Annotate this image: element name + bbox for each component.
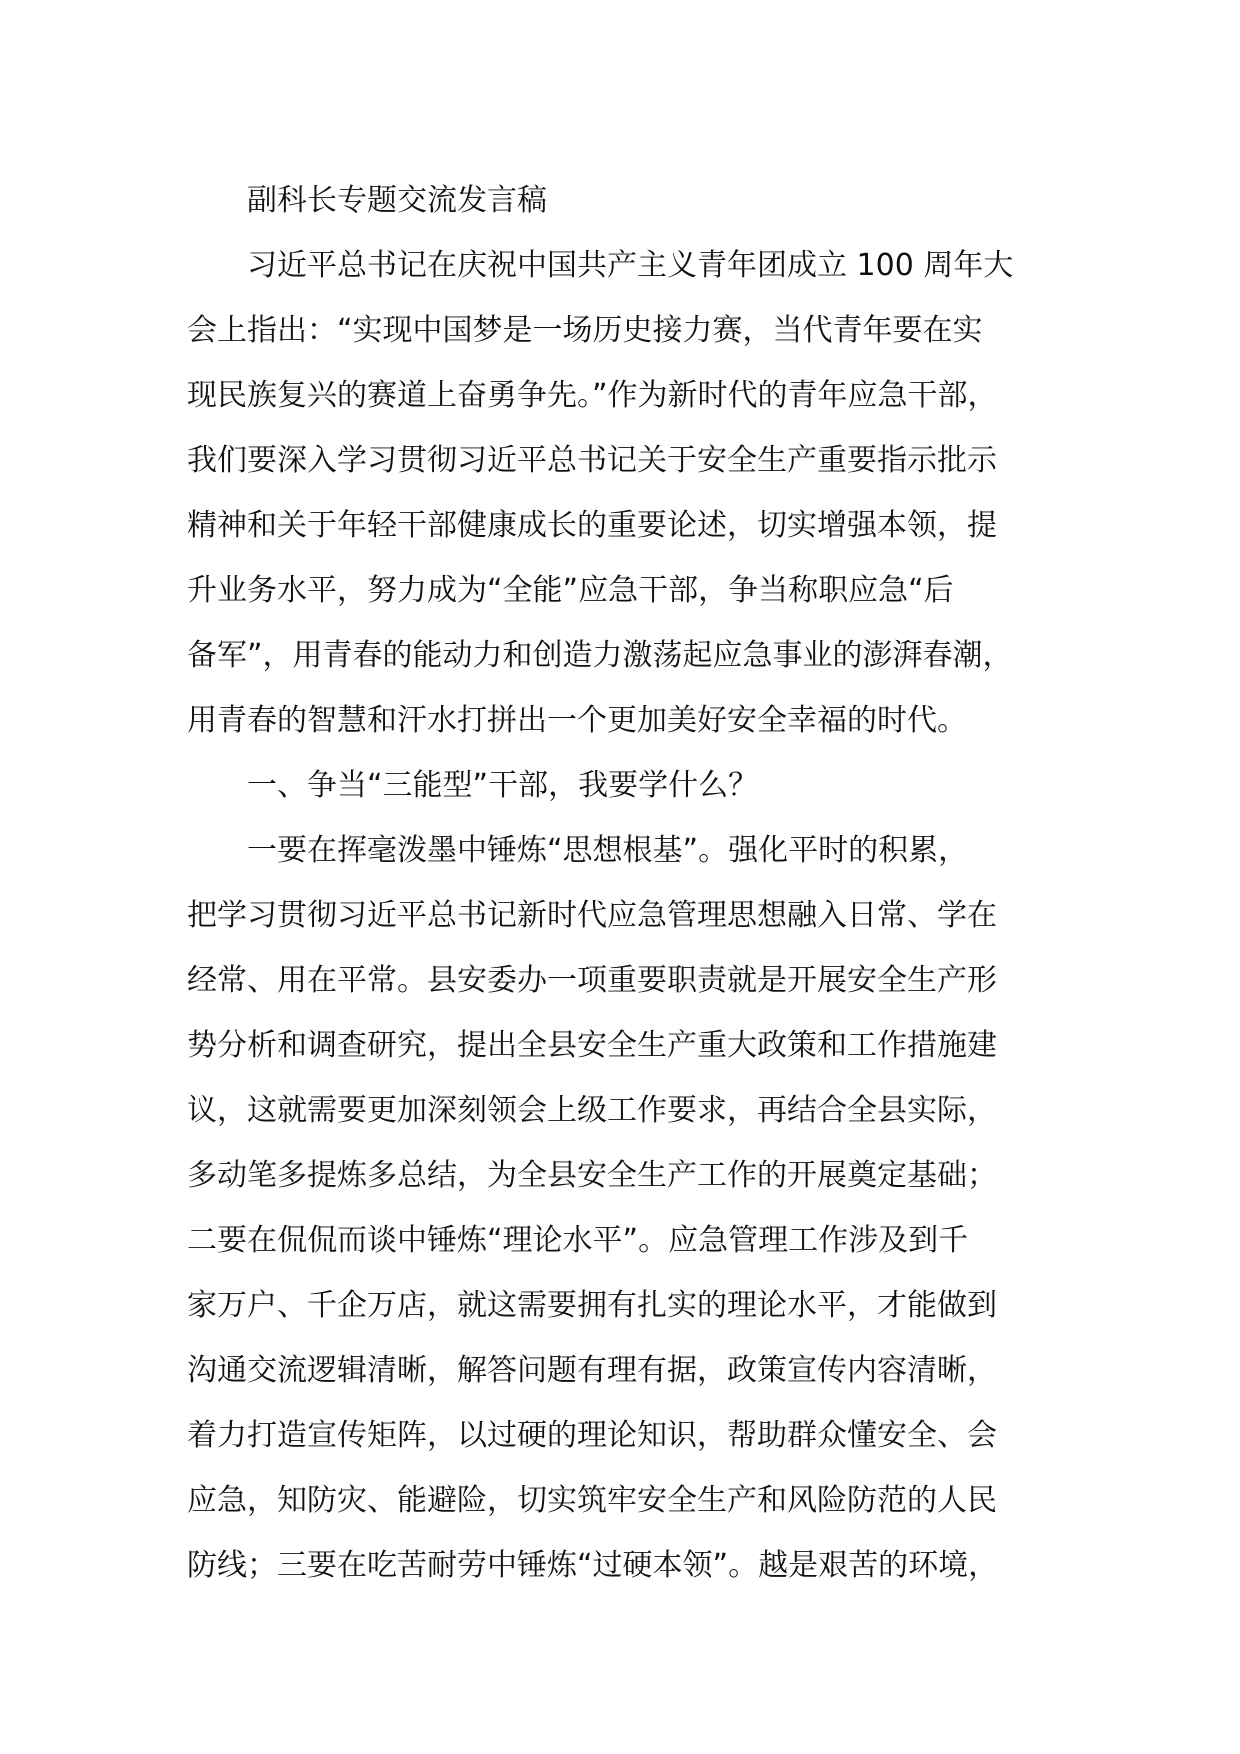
- paragraph-line: 应急，知防灾、能避险，切实筑牢安全生产和风险防范的人民: [187, 1483, 997, 1518]
- section-heading: 一、争当“三能型”干部，我要学什么？: [247, 768, 759, 803]
- document-body: [187, 168, 1087, 1598]
- paragraph-line: 一要在挥毫泼墨中锤炼“思想根基”。强化平时的积累，: [247, 833, 969, 868]
- paragraph-line: 防线；三要在吃苦耐劳中锤炼“过硬本领”。越是艰苦的环境，: [187, 1548, 999, 1583]
- paragraph-line: 势分析和调查研究，提出全县安全生产重大政策和工作措施建: [187, 1028, 997, 1063]
- paragraph-line: 议，这就需要更加深刻领会上级工作要求，再结合全县实际，: [187, 1093, 997, 1128]
- paragraph-line: 用青春的智慧和汗水打拼出一个更加美好安全幸福的时代。: [187, 703, 967, 738]
- paragraph-line: 习近平总书记在庆祝中国共产主义青年团成立 100 周年大: [247, 248, 1014, 283]
- paragraph-line: 升业务水平，努力成为“全能”应急干部，争当称职应急“后: [187, 573, 954, 608]
- paragraph-line: 把学习贯彻习近平总书记新时代应急管理思想融入日常、学在: [187, 898, 997, 933]
- paragraph-line: 精神和关于年轻干部健康成长的重要论述，切实增强本领，提: [187, 508, 997, 543]
- paragraph-line: 家万户、千企万店，就这需要拥有扎实的理论水平，才能做到: [187, 1288, 997, 1323]
- document-title: 副科长专题交流发言稿: [247, 183, 547, 218]
- paragraph-line: 备军”，用青春的能动力和创造力激荡起应急事业的澎湃春潮，: [187, 638, 1013, 673]
- paragraph-line: 多动笔多提炼多总结，为全县安全生产工作的开展奠定基础；: [187, 1158, 997, 1193]
- paragraph-line: 着力打造宣传矩阵，以过硬的理论知识，帮助群众懂安全、会: [187, 1418, 997, 1453]
- paragraph-line: 二要在侃侃而谈中锤炼“理论水平”。应急管理工作涉及到千: [187, 1223, 969, 1258]
- paragraph-line: 沟通交流逻辑清晰，解答问题有理有据，政策宣传内容清晰，: [187, 1353, 997, 1388]
- paragraph-line: 会上指出：“实现中国梦是一场历史接力赛，当代青年要在实: [187, 313, 983, 348]
- paragraph-line: 经常、用在平常。县安委办一项重要职责就是开展安全生产形: [187, 963, 997, 998]
- paragraph-line: 我们要深入学习贯彻习近平总书记关于安全生产重要指示批示: [187, 443, 997, 478]
- paragraph-line: 现民族复兴的赛道上奋勇争先。”作为新时代的青年应急干部，: [187, 378, 998, 413]
- section-paragraph: [187, 818, 1087, 1598]
- intro-paragraph: [187, 233, 1087, 753]
